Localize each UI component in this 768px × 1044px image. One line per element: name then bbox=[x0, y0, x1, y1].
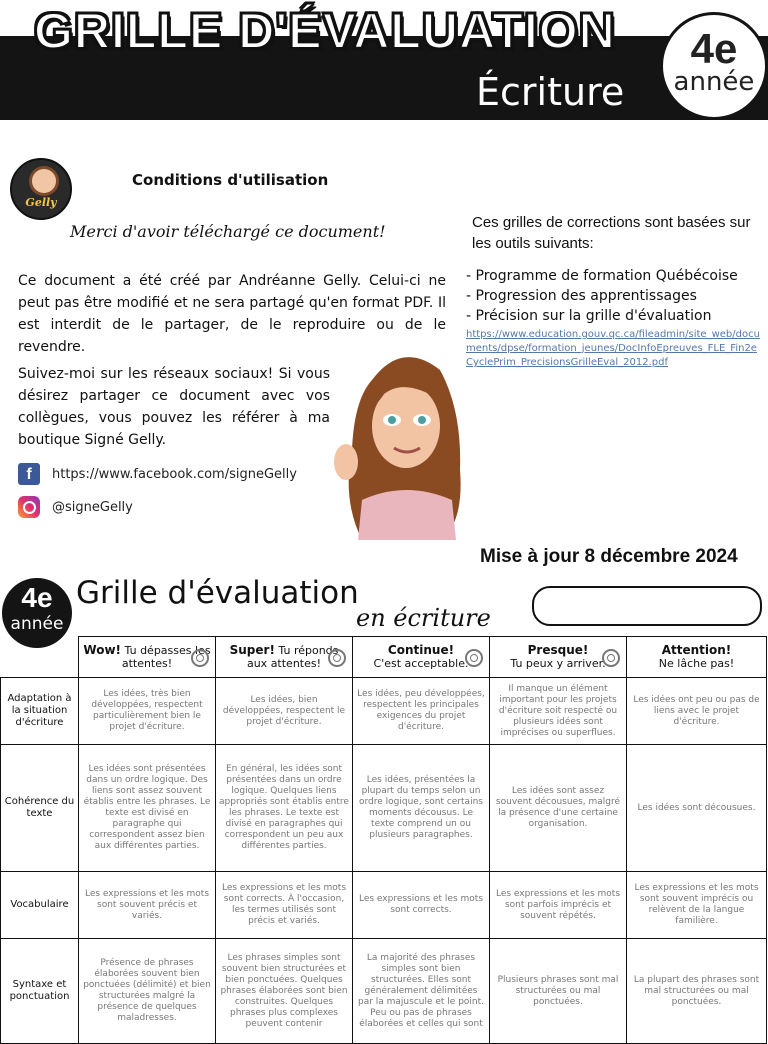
rubric-cell: En général, les idées sont présentées dans un ordre logique. Quelques liens appropriés sont établis entre les phrases. Le texte est divisé en paragraphes qui correspondent un peu aux différentes parties. bbox=[216, 745, 353, 872]
update-date: Mise à jour 8 décembre 2024 bbox=[480, 546, 738, 567]
rubric-cell: Les expressions et les mots sont souvent précis et variés. bbox=[79, 872, 216, 939]
rubric-header-row bbox=[1, 637, 767, 678]
rubric-cell: Les expressions et les mots sont souvent imprécis ou relèvent de la langue familière. bbox=[627, 872, 767, 939]
instagram-row[interactable] bbox=[18, 495, 133, 519]
tools-item: - Précision sur la grille d'évaluation bbox=[466, 308, 712, 324]
rubric-cell: Les phrases simples sont souvent bien structurées et bien ponctuées. Quelques phrases élaborées sont bien construites. Quelques phrases plus complexes peuvent contenir bbox=[216, 939, 353, 1044]
criterion-label: Adaptation à la situation d'écriture bbox=[1, 678, 79, 745]
rubric-cell: Les idées, peu développées, respectent les principales exigences du projet d'écriture. bbox=[353, 678, 490, 745]
tools-list bbox=[466, 266, 766, 326]
tools-item: - Progression des apprentissages bbox=[466, 288, 697, 304]
rubric-cell: Les idées, très bien développées, respectent particulièrement bien le projet d'écriture. bbox=[79, 678, 216, 745]
level-header: Super! Tu réponds aux attentes! bbox=[216, 637, 353, 678]
conditions-title: Conditions d'utilisation bbox=[132, 171, 329, 189]
logo-face-icon bbox=[29, 166, 59, 196]
rubric-cell: Les idées ont peu ou pas de liens avec le projet d'écriture. bbox=[627, 678, 767, 745]
level-header: Presque! Tu peux y arriver. bbox=[490, 637, 627, 678]
social-paragraph: Suivez-moi sur les réseaux sociaux! Si vous désirez partager ce document avec vos collègues, vous pouvez les référer à ma boutique Signé Gelly. bbox=[18, 366, 330, 448]
reference-link[interactable]: https://www.education.gouv.qc.ca/fileadmin/site_web/documents/dpse/formation_jeunes/DocInfoEpreuves_FLE_Fin2eCyclePrim_PrecisionsGrilleEval_2012.pdf bbox=[466, 329, 760, 368]
page-subtitle: Écriture bbox=[476, 70, 625, 114]
tools-title: Ces grilles de corrections sont basées sur les outils suivants: bbox=[472, 214, 751, 252]
table-row bbox=[1, 872, 767, 939]
target-icon bbox=[328, 649, 346, 667]
rubric-cell: Il manque un élément important pour les projets d'écriture soit respecté ou plusieurs idées sont imprécises ou superflues. bbox=[490, 678, 627, 745]
level-header: Continue! C'est acceptable. bbox=[353, 637, 490, 678]
gelly-logo bbox=[10, 158, 72, 220]
logo-text: Gelly bbox=[25, 196, 57, 209]
target-icon bbox=[602, 649, 620, 667]
grid-grade-number: 4e bbox=[21, 582, 53, 613]
rubric-cell: Les expressions et les mots sont corrects. bbox=[353, 872, 490, 939]
grid-subtitle: en écriture bbox=[356, 604, 491, 632]
rubric-cell: La plupart des phrases sont mal structurées ou mal ponctuées. bbox=[627, 939, 767, 1044]
rubric-cell: La majorité des phrases simples sont bien structurées. Elles sont généralement délimitées par la majuscule et le point. Peu ou pas de phrases élaborées et celles qui sont bbox=[353, 939, 490, 1044]
rubric-cell: Les idées, bien développées, respectent le projet d'écriture. bbox=[216, 678, 353, 745]
avatar-illustration bbox=[332, 340, 468, 540]
level-header: Attention! Ne lâche pas! bbox=[627, 637, 767, 678]
rubric-cell: Les idées, présentées la plupart du temps selon un ordre logique, sont certains moments décousus. Le texte comprend un ou plusieurs paragraphes. bbox=[353, 745, 490, 872]
target-icon bbox=[191, 649, 209, 667]
target-icon bbox=[465, 649, 483, 667]
criterion-label: Cohérence du texte bbox=[1, 745, 79, 872]
level-header: Wow! Tu dépasses les attentes! bbox=[79, 637, 216, 678]
rubric-cell: Les expressions et les mots sont parfois imprécis et souvent répétés. bbox=[490, 872, 627, 939]
thanks-text: Merci d'avoir téléchargé ce document! bbox=[70, 222, 386, 241]
terms-paragraph: Ce document a été créé par Andréanne Gelly. Celui-ci ne peut pas être modifié et ne sera partagé qu'en format PDF. Il est interdit de le partager, de le reproduire ou de le revendre. bbox=[18, 273, 446, 355]
rubric-table bbox=[0, 636, 767, 1044]
student-name-field[interactable] bbox=[532, 586, 762, 626]
rubric-cell: Les expressions et les mots sont corrects. À l'occasion, les termes utilisés sont précis et variés. bbox=[216, 872, 353, 939]
rubric-cell: Les idées sont présentées dans un ordre logique. Des liens sont assez souvent établis entre les phrases. Le texte est divisé en paragraphe qui correspondent assez bien aux différentes parties. bbox=[79, 745, 216, 872]
grade-number: 4e bbox=[690, 25, 738, 72]
grid-grade-word: année bbox=[10, 614, 64, 634]
facebook-icon: f bbox=[18, 463, 40, 485]
instagram-handle[interactable]: @signeGelly bbox=[52, 499, 133, 515]
rubric-cell: Les idées sont assez souvent décousues, malgré la présence d'une certaine organisation. bbox=[490, 745, 627, 872]
grade-badge bbox=[660, 12, 768, 120]
criterion-label: Syntaxe et ponctuation bbox=[1, 939, 79, 1044]
table-row bbox=[1, 939, 767, 1044]
criterion-label: Vocabulaire bbox=[1, 872, 79, 939]
grid-title: Grille d'évaluation bbox=[76, 575, 359, 611]
page-title: GRILLE D'ÉVALUATION bbox=[34, 3, 616, 59]
table-row bbox=[1, 745, 767, 872]
tools-item: - Programme de formation Québécoise bbox=[466, 268, 738, 284]
facebook-row[interactable] bbox=[18, 462, 297, 486]
table-row bbox=[1, 678, 767, 745]
facebook-link[interactable]: https://www.facebook.com/signeGelly bbox=[52, 466, 297, 482]
rubric-cell: Plusieurs phrases sont mal structurées ou mal ponctuées. bbox=[490, 939, 627, 1044]
rubric-cell: Présence de phrases élaborées souvent bien ponctuées (délimité) et bien structurées malgré la présence de quelques maladresses. bbox=[79, 939, 216, 1044]
rubric-corner bbox=[1, 637, 79, 678]
grade-word: année bbox=[673, 67, 755, 97]
instagram-icon bbox=[18, 496, 40, 518]
rubric-cell: Les idées sont décousues. bbox=[627, 745, 767, 872]
